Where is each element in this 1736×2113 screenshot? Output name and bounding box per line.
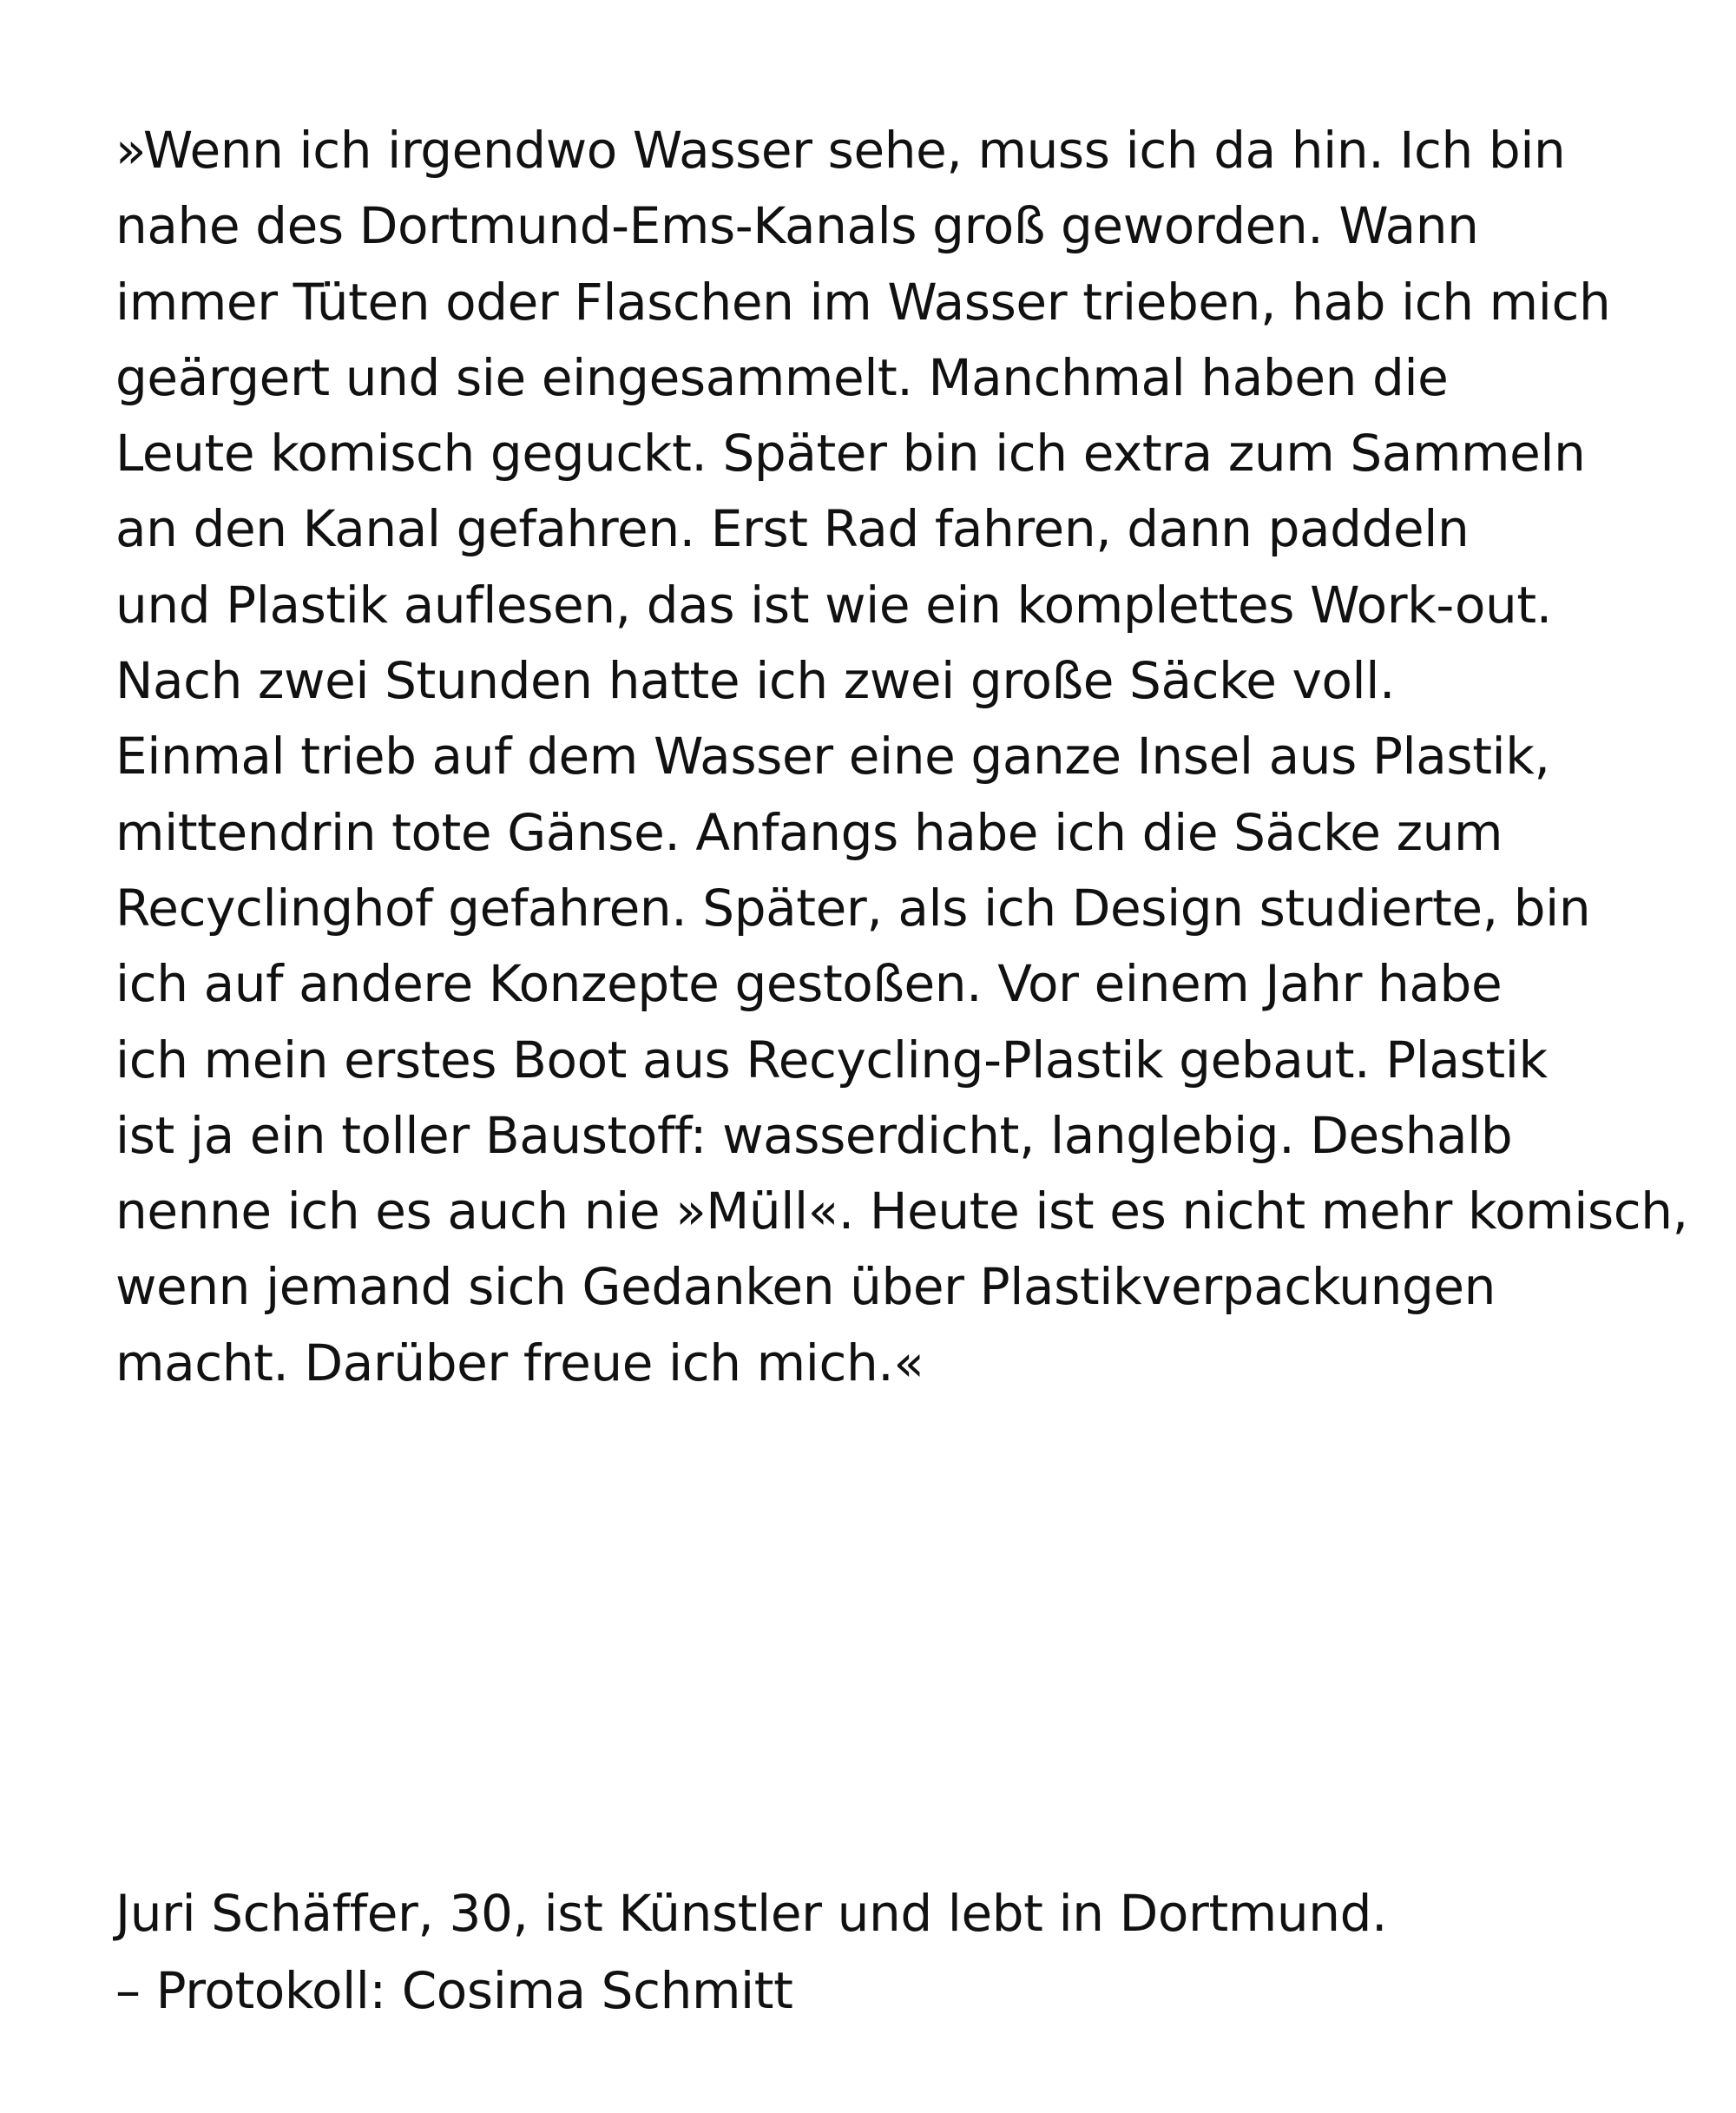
- author-credit: [115, 1875, 1704, 2030]
- quote-line: Recyclinghof gefahren. Später, als ich Design studierte, bin: [115, 878, 1591, 938]
- protocol-credit: – Protokoll: Cosima Schmitt: [115, 1961, 793, 2020]
- quote-line: Einmal trieb auf dem Wasser eine ganze Insel aus Plastik,: [115, 727, 1550, 787]
- quote-line: wenn jemand sich Gedanken über Plastikverpackungen: [115, 1257, 1496, 1317]
- quote-line: und Plastik auflesen, das ist wie ein komplettes Work-out.: [115, 575, 1552, 635]
- quote-line: an den Kanal gefahren. Erst Rad fahren, dann paddeln: [115, 499, 1470, 559]
- quote-line: ich mein erstes Boot aus Recycling-Plastik gebaut. Plastik: [115, 1030, 1548, 1089]
- quote-line: nenne ich es auch nie »Müll«. Heute ist es nicht mehr komisch,: [115, 1182, 1688, 1241]
- quote-line: mittendrin tote Gänse. Anfangs habe ich die Säcke zum: [115, 802, 1503, 862]
- quote-text: [115, 113, 1704, 1401]
- quote-line: Nach zwei Stunden hatte ich zwei große Säcke voll.: [115, 651, 1396, 711]
- quote-line: ich auf andere Konzepte gestoßen. Vor einem Jahr habe: [115, 954, 1503, 1014]
- quote-line: Leute komisch geguckt. Später bin ich extra zum Sammeln: [115, 424, 1586, 484]
- quote-line: »Wenn ich irgendwo Wasser sehe, muss ich da hin. Ich bin: [115, 121, 1566, 180]
- quote-line: geärgert und sie eingesammelt. Manchmal haben die: [115, 347, 1449, 407]
- quote-line: ist ja ein toller Baustoff: wasserdicht, langlebig. Deshalb: [115, 1105, 1513, 1165]
- quote-line: immer Tüten oder Flaschen im Wasser trieben, hab ich mich: [115, 272, 1611, 332]
- quote-line: nahe des Dortmund-Ems-Kanals groß geworden. Wann: [115, 196, 1479, 256]
- author-bio: Juri Schäffer, 30, ist Künstler und lebt in Dortmund.: [115, 1884, 1388, 1943]
- quote-line: macht. Darüber freue ich mich.«: [115, 1333, 924, 1392]
